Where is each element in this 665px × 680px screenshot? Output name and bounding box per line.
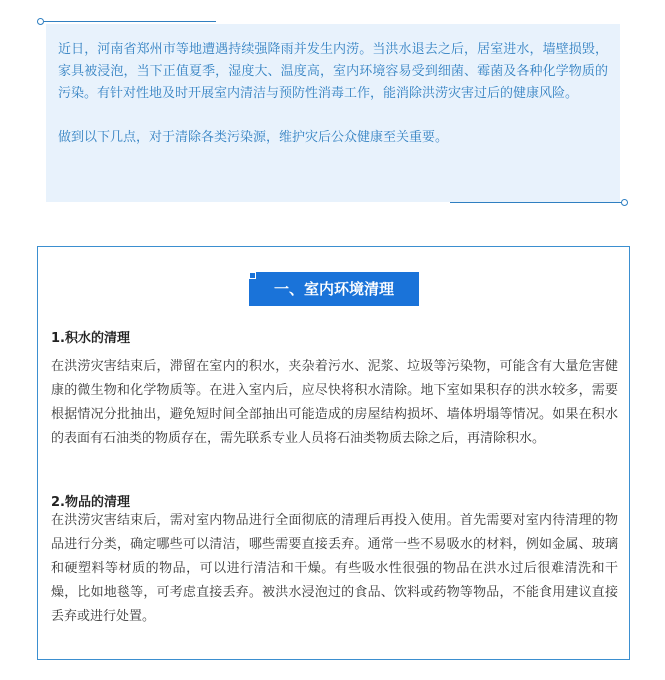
bottom-deco-line — [450, 202, 622, 203]
top-deco-line — [44, 21, 216, 22]
section-title: 一、室内环境清理 — [249, 272, 419, 306]
bottom-deco-dot — [621, 199, 628, 206]
intro-paragraph-2: 做到以下几点，对于清除各类污染源，维护灾后公众健康至关重要。 — [58, 130, 449, 145]
intro-paragraph-1: 近日，河南省郑州市等地遭遇持续强降雨并发生内涝。当洪水退去之后，居室进水，墙壁损毁，家具被浸泡，当下正值夏季，湿度大、温度高，室内环境容易受到细菌、霉菌及各种化学物质的污染。有针对性地及时开展室内清洁与预防性消毒工作，能消除洪涝灾害过后的健康风险。 — [58, 42, 608, 101]
item-heading-objects: 2.物品的清理 — [51, 495, 130, 510]
intro-box — [46, 24, 620, 202]
item-body-objects: 在洪涝灾害结束后，需对室内物品进行全面彻底的清理后再投入使用。首先需要对室内待清理的物品进行分类，确定哪些可以清洁，哪些需要直接丢弃。通常一些不易吸水的材料，例如金属、玻璃和硬塑料等材质的物品，可以进行清洁和干燥。有些吸水性很强的物品在洪水过后很难清洗和干燥，比如地毯等，可考虑直接丢弃。被洪水浸泡过的食品、饮料或药物等物品，不能食用建议直接丢弃或进行处置。 — [51, 513, 618, 624]
item-body-water: 在洪涝灾害结束后，滞留在室内的积水，夹杂着污水、泥浆、垃圾等污染物，可能含有大量危害健康的微生物和化学物质等。在进入室内后，应尽快将积水清除。地下室如果积存的洪水较多，需要根据情况分批抽出，避免短时间全部抽出可能造成的房屋结构损坏、墙体坍塌等情况。如果在积水的表面有石油类的物质存在，需先联系专业人员将石油类物质去除之后，再清除积水。 — [51, 359, 618, 446]
top-deco-dot — [37, 18, 44, 25]
section-box — [37, 246, 630, 660]
item-heading-water: 1.积水的清理 — [51, 331, 130, 346]
